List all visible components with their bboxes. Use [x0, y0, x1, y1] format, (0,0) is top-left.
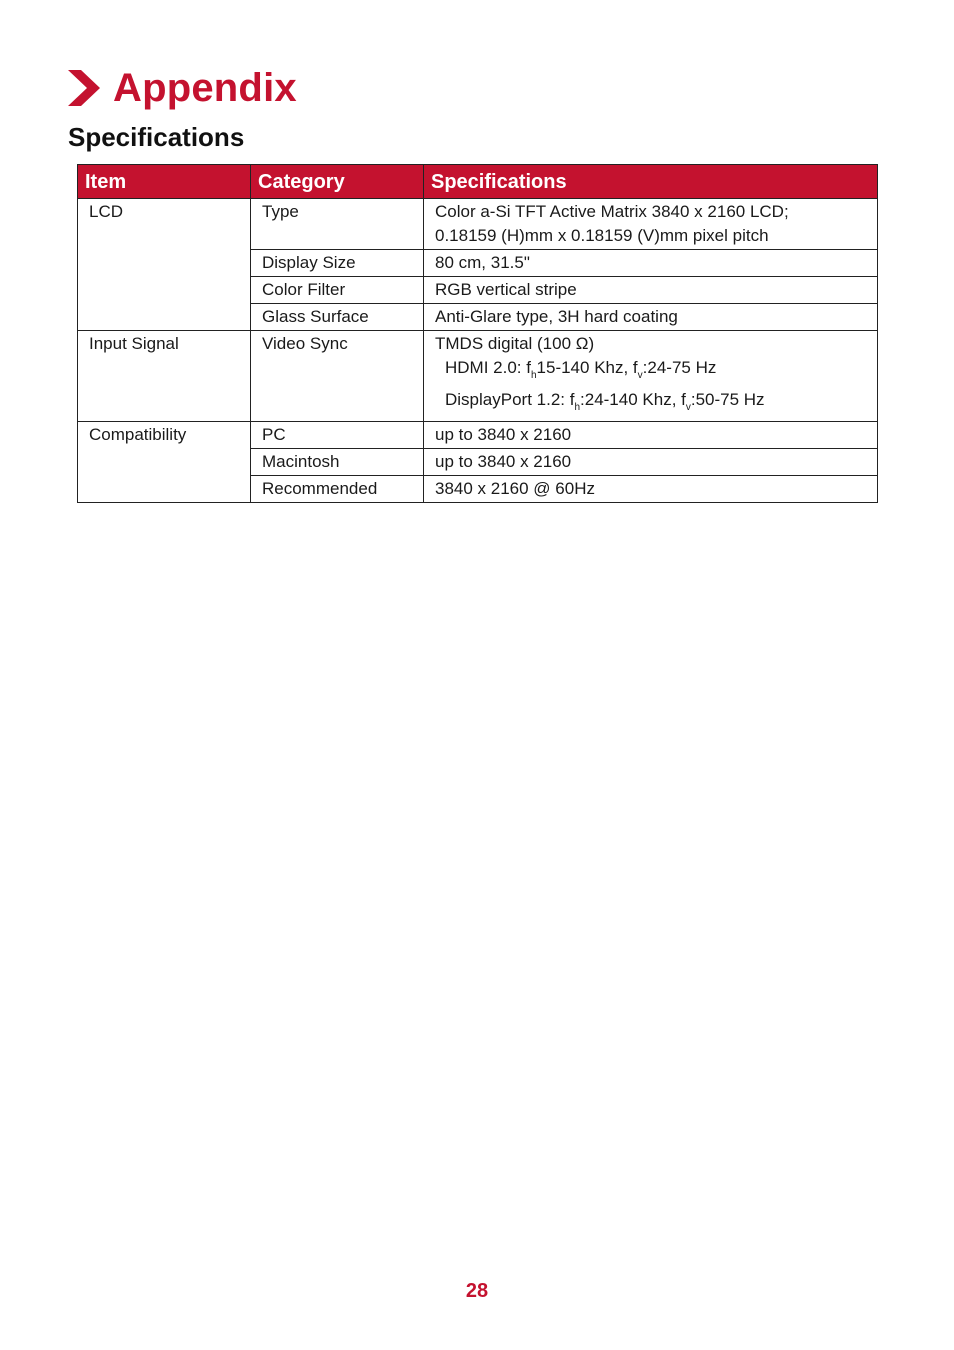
specifications-table	[77, 164, 878, 503]
category-cell: Video Sync	[251, 331, 424, 422]
table-header-row	[78, 165, 878, 199]
page-number: 28	[465, 1280, 489, 1302]
column-header-category: Category	[251, 165, 424, 199]
column-header-item: Item	[78, 165, 251, 199]
column-header-specifications: Specifications	[424, 165, 878, 199]
chapter-title: Appendix	[113, 65, 297, 110]
table-row	[78, 199, 878, 250]
spec-line: TMDS digital (100 Ω)	[435, 334, 595, 353]
spec-cell: 80 cm, 31.5"	[424, 250, 878, 277]
hdmi-mid: 15-140 Khz, f	[536, 358, 638, 377]
spec-line: 0.18159 (H)mm x 0.18159 (V)mm pixel pitch	[435, 226, 769, 245]
spec-cell: up to 3840 x 2160	[424, 422, 878, 449]
dp-prefix: DisplayPort 1.2: f	[445, 390, 575, 409]
category-cell: Macintosh	[251, 449, 424, 476]
spec-line-hdmi	[435, 356, 869, 388]
dp-mid: :24-140 Khz, f	[580, 390, 686, 409]
spec-cell	[424, 199, 878, 250]
item-cell-lcd: LCD	[78, 199, 251, 331]
subscript-v: v	[637, 370, 643, 381]
spec-cell: RGB vertical stripe	[424, 277, 878, 304]
spec-line: Color a-Si TFT Active Matrix 3840 x 2160 LCD;	[435, 202, 789, 221]
subscript-h: h	[530, 370, 537, 381]
spec-cell: up to 3840 x 2160	[424, 449, 878, 476]
category-cell: Display Size	[251, 250, 424, 277]
item-cell-compatibility: Compatibility	[78, 422, 251, 503]
spec-cell: Anti-Glare type, 3H hard coating	[424, 304, 878, 331]
hdmi-prefix: HDMI 2.0: f	[445, 358, 531, 377]
hdmi-suffix: :24-75 Hz	[642, 358, 717, 377]
item-cell-input-signal: Input Signal	[78, 331, 251, 422]
category-cell: Recommended	[251, 476, 424, 503]
table-row	[78, 422, 878, 449]
section-title: Specifications	[68, 122, 245, 152]
spec-line-displayport	[435, 388, 869, 420]
table-row	[78, 331, 878, 422]
spec-cell: 3840 x 2160 @ 60Hz	[424, 476, 878, 503]
category-cell: Glass Surface	[251, 304, 424, 331]
subscript-v: v	[685, 402, 691, 413]
chapter-heading	[67, 62, 297, 114]
spec-cell	[424, 331, 878, 422]
category-cell: Color Filter	[251, 277, 424, 304]
category-cell: PC	[251, 422, 424, 449]
subscript-h: h	[574, 402, 581, 413]
category-cell: Type	[251, 199, 424, 250]
chevron-right-icon	[67, 69, 101, 107]
dp-suffix: :50-75 Hz	[690, 390, 765, 409]
